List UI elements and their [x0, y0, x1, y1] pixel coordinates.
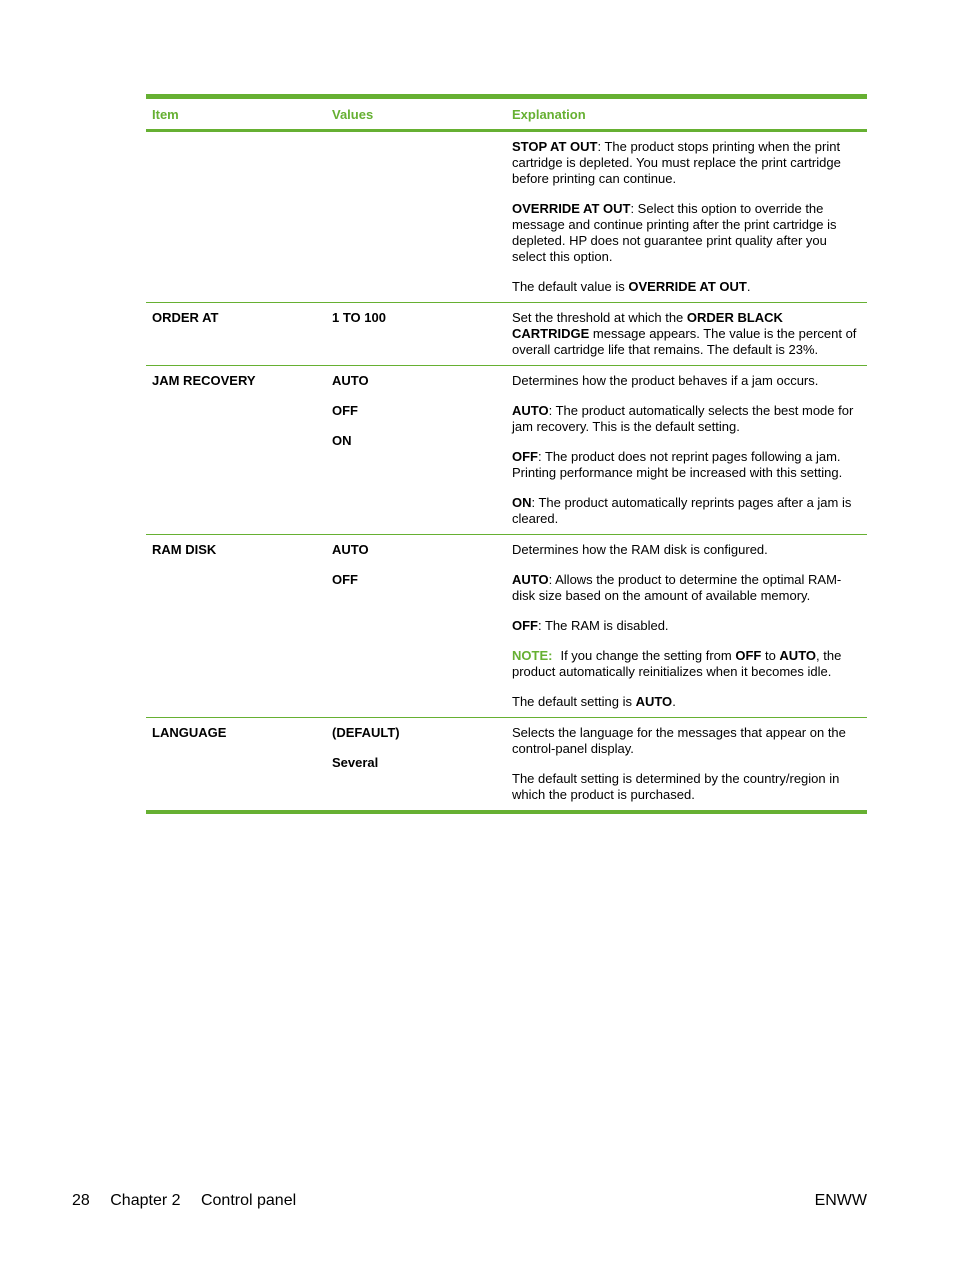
row-explanation: [506, 310, 867, 365]
text-run: The default setting is determined by the country/region in which the product is purchased.: [512, 771, 840, 802]
explanation-paragraph: [512, 279, 861, 295]
text-run: Determines how the RAM disk is configured.: [512, 542, 768, 557]
item-text: LANGUAGE: [152, 725, 227, 740]
text-run: If you change the setting from: [560, 648, 736, 663]
text-run: : Select this option to override the message and continue printing after the print cartridge is depleted. HP does not guarantee print quality after you select this option.: [512, 201, 837, 264]
item-text: JAM RECOVERY: [152, 373, 256, 388]
explanation-paragraph: [512, 542, 861, 558]
row-item: [146, 725, 326, 810]
bold-term: AUTO: [512, 403, 549, 418]
explanation-paragraph: [512, 618, 861, 634]
row-item: [146, 542, 326, 717]
bold-term: STOP AT OUT: [512, 139, 598, 154]
row-values: [326, 310, 506, 365]
table-row: [146, 366, 867, 535]
text-run: The default value is: [512, 279, 629, 294]
explanation-paragraph: [512, 495, 861, 527]
value-text: 1 TO 100: [332, 310, 386, 325]
row-values: [326, 373, 506, 534]
row-explanation: [506, 542, 867, 717]
explanation-paragraph: [512, 449, 861, 481]
row-values: [326, 725, 506, 810]
table-row: [146, 535, 867, 718]
text-run: : The RAM is disabled.: [538, 618, 669, 633]
table-row: [146, 132, 867, 303]
header-item: Item: [152, 106, 179, 122]
row-item: [146, 310, 326, 365]
bold-term: OVERRIDE AT OUT: [512, 201, 631, 216]
text-run: message appears. The value is the percent of overall cartridge life that remains. The default is 23%.: [512, 326, 857, 357]
footer-left: [72, 1192, 296, 1210]
explanation-paragraph: [512, 648, 861, 680]
explanation-paragraph: [512, 139, 861, 187]
table-body: [146, 132, 867, 810]
explanation-paragraph: [512, 572, 861, 604]
header-values: Values: [332, 106, 374, 122]
text-run: , the product automatically reinitializes when it becomes idle.: [512, 648, 842, 679]
value-text: AUTO: [332, 373, 369, 388]
bold-term: ON: [512, 495, 532, 510]
row-item: [146, 373, 326, 534]
bold-term: AUTO: [779, 648, 817, 663]
text-run: : The product automatically reprints pages after a jam is cleared.: [512, 495, 852, 526]
chapter-label: Chapter 2: [110, 1192, 181, 1209]
settings-table: [146, 94, 867, 814]
note-label: NOTE:: [512, 648, 553, 663]
item-text: ORDER AT: [152, 310, 219, 325]
text-run: to: [761, 648, 780, 663]
text-run: : Allows the product to determine the optimal RAM-disk size based on the amount of available memory.: [512, 572, 842, 603]
text-run: .: [672, 694, 676, 709]
bold-term: OFF: [735, 648, 762, 663]
explanation-paragraph: [512, 201, 861, 265]
bold-term: OVERRIDE AT OUT: [628, 279, 747, 294]
bold-term: OFF: [512, 449, 538, 464]
bold-term: AUTO: [635, 694, 673, 709]
bold-term: AUTO: [512, 572, 549, 587]
value-text: AUTO: [332, 542, 369, 557]
explanation-paragraph: [512, 373, 861, 389]
bold-term: ORDER BLACK CARTRIDGE: [512, 310, 783, 341]
text-run: .: [746, 279, 751, 294]
page-footer: [72, 1192, 867, 1210]
explanation-paragraph: [512, 771, 861, 803]
row-explanation: [506, 139, 867, 302]
value-text: (DEFAULT): [332, 725, 400, 740]
header-explanation: Explanation: [512, 106, 586, 122]
footer-right: ENWW: [814, 1192, 867, 1209]
row-values: [326, 542, 506, 717]
value-text: Several: [332, 755, 379, 770]
explanation-paragraph: [512, 310, 861, 358]
text-run: : The product does not reprint pages following a jam. Printing performance might be increased with this setting.: [512, 449, 843, 480]
page-number: 28: [72, 1192, 90, 1209]
value-text: OFF: [332, 572, 358, 587]
text-run: : The product automatically selects the best mode for jam recovery. This is the default setting.: [512, 403, 854, 434]
table-row: [146, 718, 867, 810]
item-text: RAM DISK: [152, 542, 217, 557]
row-explanation: [506, 725, 867, 810]
table-row: [146, 303, 867, 366]
section-label: Control panel: [200, 1192, 297, 1209]
text-run: : The product stops printing when the print cartridge is depleted. You must replace the print cartridge before printing can continue.: [512, 139, 841, 186]
text-run: Set the threshold at which the: [512, 310, 687, 325]
bold-term: OFF: [512, 618, 538, 633]
explanation-paragraph: [512, 725, 861, 757]
row-item: [146, 139, 326, 302]
text-run: The default setting is: [512, 694, 636, 709]
table-header: [146, 99, 867, 129]
row-explanation: [506, 373, 867, 534]
row-values: [326, 139, 506, 302]
value-text: OFF: [332, 403, 358, 418]
text-run: Determines how the product behaves if a jam occurs.: [512, 373, 819, 388]
explanation-paragraph: [512, 403, 861, 435]
value-text: ON: [332, 433, 352, 448]
explanation-paragraph: [512, 694, 861, 710]
table-bottom-rule: [146, 810, 867, 814]
text-run: Selects the language for the messages that appear on the control-panel display.: [512, 725, 846, 756]
